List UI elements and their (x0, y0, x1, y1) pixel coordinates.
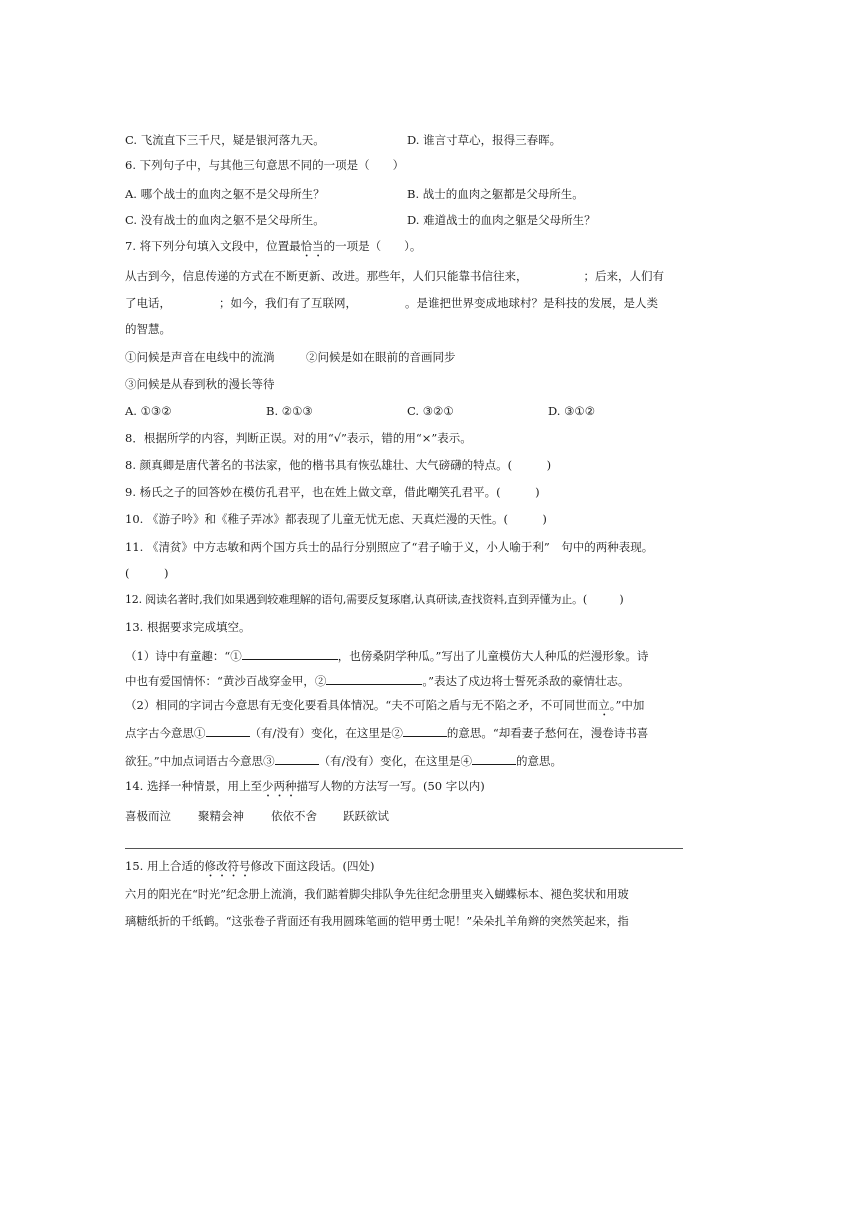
q15-stem-text: 15. 用上合适的 (125, 859, 205, 873)
q6-stem: 6. 下列句子中，与其他三句意思不同的一项是（ ） (125, 158, 405, 172)
q13-text: （有/没有）变化，在这里是④ (318, 754, 473, 768)
q7-stem (125, 238, 421, 260)
q7-option-d: D. ③①② (548, 404, 596, 418)
judge-item-10: 10. 《游子吟》和《稚子弄冰》都表现了儿童无忧无虑、天真烂漫的天性。( ) (125, 512, 547, 526)
q13-line-5 (125, 752, 562, 769)
q13-line-3 (125, 697, 644, 719)
q13-blank-3[interactable] (206, 724, 250, 737)
q13-text: （有/没有）变化，在这里是② (249, 726, 403, 740)
q7-option-c: C. ③②① (407, 404, 454, 418)
q13-line-1 (125, 647, 648, 664)
q7-stem-dotted: 恰当 (300, 239, 324, 253)
q7-stem-text: 7. 将下列分句填入文段中，位置最 (125, 239, 301, 253)
q13-text: 的意思。 (516, 754, 563, 768)
q14-word-4: 跃跃欲试 (343, 809, 389, 823)
judge-intro: 8．根据所学的内容，判断正误。对的用“√”表示，错的用“×”表示。 (125, 431, 472, 445)
q7-passage-text: ；如今，我们有了互联网， (219, 296, 357, 310)
q7-sentence-1: ①问候是声音在电线中的流淌 (125, 350, 275, 364)
q5-option-d: D. 谁言寸草心，报得三春晖。 (407, 133, 562, 147)
q6-option-b: B. 战士的血肉之躯都是父母所生。 (407, 187, 584, 201)
q14-word-2: 聚精会神 (198, 809, 244, 823)
q13-blank-6[interactable] (472, 752, 516, 765)
judge-item-9: 9. 杨氏之子的回答妙在模仿孔君平，也在姓上做文章，借此嘲笑孔君平。( ) (125, 485, 540, 499)
q13-text: 。”中加 (609, 698, 645, 712)
q13-text: 中也有爱国情怀：“黄沙百战穿金甲，② (125, 674, 327, 688)
q7-passage-text: 从古到今，信息传递的方式在不断更新、改进。那些年，人们只能靠书信往来， (125, 269, 528, 283)
q7-sentence-2: ②问候是如在眼前的音画同步 (306, 350, 456, 364)
q13-text: ，也傍桑阴学种瓜。”写出了儿童模仿大人种瓜的烂漫形象。诗 (337, 649, 649, 663)
q6-option-c: C. 没有战士的血肉之躯不是父母所生。 (125, 213, 325, 227)
q7-passage-line-3: 的智慧。 (125, 322, 171, 336)
q14-stem-dotted: 少两种 (261, 779, 297, 793)
q7-passage-line-1 (125, 268, 664, 284)
q14-answer-line[interactable] (125, 848, 683, 849)
q13-text: （2）相同的字词古今意思有无变化要看具体情况。“夫不可陷之盾与无不陷之矛，不可同世而 (125, 698, 599, 712)
q6-option-d: D. 难道战士的血肉之躯是父母所生？ (407, 213, 596, 227)
q13-stem: 13. 根据要求完成填空。 (125, 620, 251, 634)
judge-item-11-paren: ( ) (125, 566, 169, 580)
q14-word-3: 依依不舍 (271, 809, 317, 823)
q14-stem-tail: 描写人物的方法写一写。(50 字以内) (296, 779, 485, 793)
q13-text: 的意思。“却看妻子愁何在，漫卷诗书喜 (446, 726, 649, 740)
q6-option-a: A. 哪个战士的血肉之躯不是父母所生？ (125, 187, 325, 201)
q14-stem-text: 14. 选择一种情景，用上至 (125, 779, 262, 793)
q14-stem (125, 778, 485, 800)
q13-blank-2[interactable] (326, 672, 422, 685)
q7-option-a: A. ①③② (125, 404, 172, 418)
q15-stem (125, 858, 374, 880)
q13-blank-4[interactable] (403, 724, 447, 737)
judge-item-12: 12. 阅读名著时,我们如果遇到较难理解的语句,需要反复琢磨,认真研读,查找资料,直到弄懂为止。( ) (125, 593, 624, 606)
q15-passage-line-1: 六月的阳光在“时光”纪念册上流淌，我们踮着脚尖排队争先往纪念册里夹入蝴蝶标本、褪色奖状和用玻 (125, 888, 629, 901)
q7-stem-tail: 的一项是（ ）。 (323, 239, 422, 253)
q7-passage-line-2 (125, 295, 658, 311)
q13-text: 点字古今意思① (125, 726, 206, 740)
q5-option-c: C. 飞流直下三千尺，疑是银河落九天。 (125, 133, 325, 147)
q15-passage-line-2: 璃糖纸折的千纸鹤。“这张卷子背面还有我用圆珠笔画的铠甲勇士呢！”朵朵扎羊角辫的突然笑起来，指 (125, 915, 629, 928)
q13-line-2 (125, 672, 630, 689)
q7-option-b: B. ②①③ (266, 404, 313, 418)
q15-stem-tail: 修改下面这段话。(四处) (250, 859, 375, 873)
judge-item-11: 11. 《清贫》中方志敏和两个国方兵士的品行分别照应了“君子喻于义，小人喻于利” 句中的两种表现。 (125, 540, 654, 554)
q13-line-4 (125, 724, 648, 741)
q13-text: 欲狂。”中加点词语古今意思③ (125, 754, 275, 768)
judge-item-8: 8. 颜真卿是唐代著名的书法家，他的楷书具有恢弘雄壮、大气磅礴的特点。( ) (125, 458, 552, 472)
q13-text: 。”表达了戍边将士誓死杀敌的豪情壮志。 (422, 674, 630, 688)
q13-blank-5[interactable] (275, 752, 319, 765)
q13-dotted-char: 立 (598, 698, 610, 712)
q13-text: （1）诗中有童趣：“① (125, 649, 242, 663)
q14-word-1: 喜极而泣 (125, 809, 171, 823)
q13-blank-1[interactable] (242, 647, 338, 660)
q7-sentence-3: ③问候是从春到秋的漫长等待 (125, 377, 275, 391)
q7-passage-text: 。是谁把世界变成地球村？是科技的发展，是人类 (405, 296, 658, 310)
q7-passage-text: 了电话， (125, 296, 171, 310)
q15-stem-dotted: 修改符号 (204, 859, 251, 873)
q7-passage-text: ；后来，人们有 (583, 269, 664, 283)
